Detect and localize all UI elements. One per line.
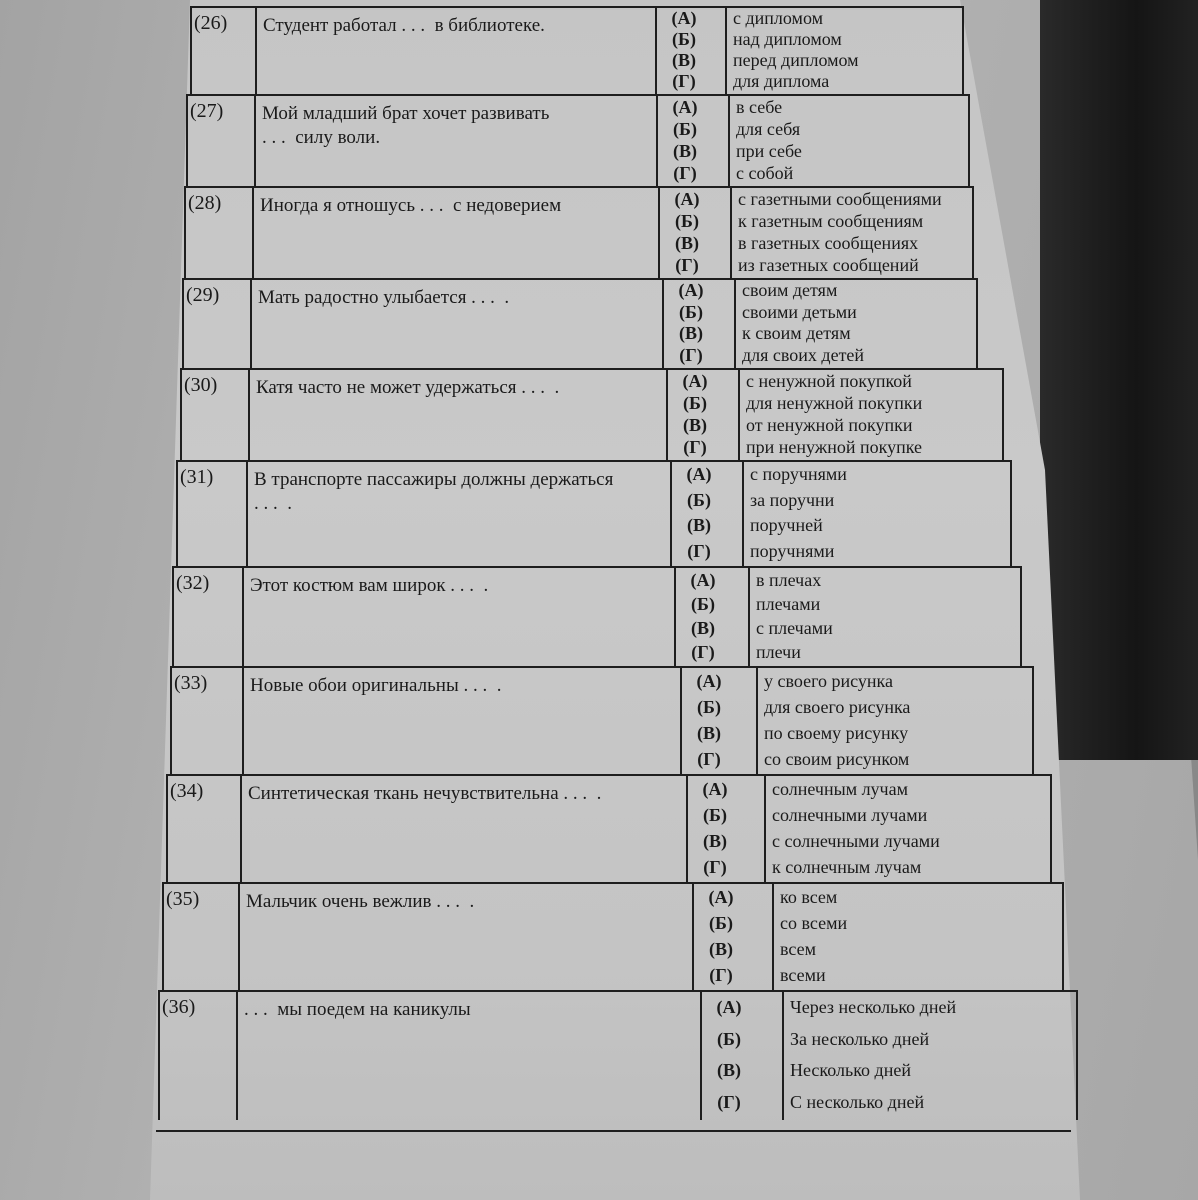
column-divider xyxy=(166,774,168,882)
question-number: (28) xyxy=(188,192,222,214)
option-text[interactable]: солнечными лучами xyxy=(772,805,928,825)
option-text[interactable]: Через несколько дней xyxy=(790,997,957,1017)
option-text[interactable]: со всеми xyxy=(780,913,848,933)
column-divider xyxy=(252,186,254,278)
option-letter[interactable]: (Б) xyxy=(672,29,696,49)
option-letter[interactable]: (Г) xyxy=(703,857,727,877)
row-divider xyxy=(162,882,1062,884)
option-letter[interactable]: (В) xyxy=(679,323,703,343)
option-letter[interactable]: (А) xyxy=(686,464,712,484)
option-letter[interactable]: (А) xyxy=(690,570,716,590)
option-text[interactable]: в плечах xyxy=(756,570,822,590)
question-text: Мой младший брат хочет развивать . . . силу воли. xyxy=(262,103,550,148)
option-letter[interactable]: (В) xyxy=(717,1060,741,1080)
column-divider xyxy=(184,186,186,278)
question-number: (35) xyxy=(166,888,200,910)
option-text[interactable]: к газетным сообщениям xyxy=(738,211,924,231)
column-divider xyxy=(772,882,774,990)
column-divider xyxy=(692,882,694,990)
row-divider xyxy=(182,278,976,280)
option-text[interactable]: для ненужной покупки xyxy=(746,393,923,413)
option-text[interactable]: с газетными сообщениями xyxy=(738,189,942,209)
option-letter[interactable]: (Б) xyxy=(683,393,707,413)
option-text[interactable]: из газетных сообщений xyxy=(738,255,919,275)
option-letter[interactable]: (Г) xyxy=(673,163,697,183)
column-divider xyxy=(248,368,250,460)
row-divider xyxy=(190,6,962,8)
option-letter[interactable]: (Б) xyxy=(709,913,733,933)
option-letter[interactable]: (А) xyxy=(696,671,722,691)
column-divider xyxy=(655,6,657,94)
question-number: (29) xyxy=(186,284,220,306)
option-letter[interactable]: (Г) xyxy=(717,1091,741,1112)
option-letter[interactable]: (Г) xyxy=(672,71,696,91)
column-divider xyxy=(656,94,658,186)
option-letter[interactable]: (В) xyxy=(687,515,711,535)
column-divider xyxy=(742,460,744,566)
question-number: (34) xyxy=(170,780,204,802)
option-text[interactable]: поручней xyxy=(750,515,823,535)
option-text[interactable]: За несколько дней xyxy=(790,1028,930,1049)
column-divider xyxy=(254,94,256,186)
option-text[interactable]: для себя xyxy=(736,119,801,139)
column-divider xyxy=(968,94,970,186)
option-letter[interactable]: (Б) xyxy=(717,1028,741,1049)
option-letter[interactable]: (В) xyxy=(697,723,721,743)
option-text[interactable]: к солнечным лучам xyxy=(772,857,922,877)
column-divider xyxy=(666,368,668,460)
option-text[interactable]: для своего рисунка xyxy=(764,697,911,717)
option-letter[interactable]: (В) xyxy=(675,233,699,253)
option-letter[interactable]: (Г) xyxy=(683,437,707,457)
option-text[interactable]: за поручни xyxy=(750,489,835,510)
row-divider xyxy=(166,774,1050,776)
column-divider xyxy=(756,666,758,774)
question-text: Мать радостно улыбается . . . . xyxy=(258,287,510,308)
question-text: Новые обои оригинальны . . . . xyxy=(250,675,502,696)
column-divider xyxy=(1062,882,1064,990)
row-divider xyxy=(172,566,1020,568)
question-number: (32) xyxy=(176,572,210,594)
option-text[interactable]: над дипломом xyxy=(733,29,842,49)
column-divider xyxy=(1002,368,1004,460)
column-divider xyxy=(662,278,664,368)
column-divider xyxy=(658,186,660,278)
column-divider xyxy=(190,6,192,94)
option-text[interactable]: от ненужной покупки xyxy=(746,415,913,435)
question-text: Этот костюм вам широк . . . . xyxy=(250,575,489,596)
question-number: (33) xyxy=(174,672,208,694)
option-text[interactable]: по своему рисунку xyxy=(764,723,909,743)
option-letter[interactable]: (Б) xyxy=(679,301,703,322)
option-letter[interactable]: (Б) xyxy=(673,119,697,139)
row-divider xyxy=(186,94,968,96)
option-text[interactable]: при ненужной покупке xyxy=(746,437,923,457)
option-text[interactable]: в себе xyxy=(736,97,783,117)
column-divider xyxy=(686,774,688,882)
option-letter[interactable]: (А) xyxy=(674,189,700,209)
column-divider xyxy=(738,368,740,460)
option-text[interactable]: солнечным лучам xyxy=(772,779,908,799)
option-text[interactable]: у своего рисунка xyxy=(764,671,893,691)
option-text[interactable]: с дипломом xyxy=(733,8,823,28)
option-letter[interactable]: (Б) xyxy=(703,805,727,825)
option-text[interactable]: со своим рисунком xyxy=(764,749,910,769)
column-divider xyxy=(1020,566,1022,666)
column-divider xyxy=(246,460,248,566)
column-divider xyxy=(748,566,750,666)
option-text[interactable]: при себе xyxy=(736,141,802,161)
column-divider xyxy=(255,6,257,94)
option-text[interactable]: Несколько дней xyxy=(790,1060,911,1080)
option-letter[interactable]: (Г) xyxy=(687,540,711,561)
option-letter[interactable]: (А) xyxy=(716,997,742,1017)
column-divider xyxy=(240,774,242,882)
option-text[interactable]: своим детям xyxy=(742,280,838,300)
option-letter[interactable]: (А) xyxy=(678,280,704,300)
question-text: Катя часто не может удержаться . . . . xyxy=(256,377,560,398)
option-text[interactable]: своими детьми xyxy=(742,301,857,322)
option-letter[interactable]: (В) xyxy=(709,939,733,959)
column-divider xyxy=(1076,990,1078,1120)
column-divider xyxy=(162,882,164,990)
column-divider xyxy=(238,882,240,990)
column-divider xyxy=(242,566,244,666)
option-text[interactable]: С несколько дней xyxy=(790,1091,925,1112)
column-divider xyxy=(976,278,978,368)
column-divider xyxy=(1010,460,1012,566)
option-letter[interactable]: (Г) xyxy=(709,965,733,985)
test-page xyxy=(150,0,1080,1200)
option-text[interactable]: с поручнями xyxy=(750,464,847,484)
option-text[interactable]: с солнечными лучами xyxy=(772,831,940,851)
table-bottom-rule xyxy=(156,1130,1071,1132)
option-letter[interactable]: (Г) xyxy=(675,255,699,275)
option-text[interactable]: перед дипломом xyxy=(733,50,859,70)
option-letter[interactable]: (В) xyxy=(703,831,727,851)
question-number: (31) xyxy=(180,466,214,488)
option-letter[interactable]: (А) xyxy=(682,371,708,391)
column-divider xyxy=(250,278,252,368)
option-letter[interactable]: (Г) xyxy=(697,749,721,769)
column-divider xyxy=(728,94,730,186)
option-letter[interactable]: (Г) xyxy=(691,642,715,662)
option-letter[interactable]: (Б) xyxy=(687,489,711,510)
option-text[interactable]: плечи xyxy=(756,642,801,662)
column-divider xyxy=(972,186,974,278)
column-divider xyxy=(734,278,736,368)
row-divider xyxy=(176,460,1010,462)
option-text[interactable]: с плечами xyxy=(756,618,833,638)
question-text: . . . мы поедем на каникулы xyxy=(244,999,471,1020)
question-text: Студент работал . . . в библиотеке. xyxy=(263,15,545,36)
option-letter[interactable]: (В) xyxy=(683,415,707,435)
option-text[interactable]: поручнями xyxy=(750,540,835,561)
option-text[interactable]: для своих детей xyxy=(742,344,865,365)
option-text[interactable]: всем xyxy=(780,939,816,959)
column-divider xyxy=(242,666,244,774)
option-letter[interactable]: (Б) xyxy=(675,211,699,231)
question-text: Мальчик очень вежлив . . . . xyxy=(246,891,475,912)
option-letter[interactable]: (А) xyxy=(702,779,728,799)
option-letter[interactable]: (А) xyxy=(672,97,698,117)
option-letter[interactable]: (Б) xyxy=(697,697,721,717)
column-divider xyxy=(236,990,238,1120)
option-letter[interactable]: (В) xyxy=(673,141,697,161)
column-divider xyxy=(782,990,784,1120)
question-number: (27) xyxy=(190,100,224,122)
option-text[interactable]: с ненужной покупкой xyxy=(746,371,912,391)
option-text[interactable]: в газетных сообщениях xyxy=(738,233,919,253)
option-text[interactable]: с собой xyxy=(736,163,794,183)
column-divider xyxy=(730,186,732,278)
option-letter[interactable]: (А) xyxy=(708,887,734,907)
column-divider xyxy=(182,278,184,368)
column-divider xyxy=(962,6,964,94)
question-number: (36) xyxy=(162,996,196,1018)
question-text: В транспорте пассажиры должны держаться . . . . xyxy=(254,469,614,514)
option-text[interactable]: ко всем xyxy=(780,887,838,907)
question-table xyxy=(150,0,1080,1200)
option-text[interactable]: для диплома xyxy=(733,71,830,91)
question-number: (26) xyxy=(194,12,228,34)
column-divider xyxy=(670,460,672,566)
option-letter[interactable]: (А) xyxy=(671,8,697,28)
row-divider xyxy=(170,666,1032,668)
question-text: Иногда я отношусь . . . с недоверием xyxy=(260,195,562,216)
option-letter[interactable]: (Г) xyxy=(679,344,703,365)
column-divider xyxy=(680,666,682,774)
column-divider xyxy=(674,566,676,666)
column-divider xyxy=(158,990,160,1120)
option-text[interactable]: плечами xyxy=(756,594,821,614)
column-divider xyxy=(176,460,178,566)
column-divider xyxy=(764,774,766,882)
option-letter[interactable]: (В) xyxy=(691,618,715,638)
column-divider xyxy=(186,94,188,186)
column-divider xyxy=(1032,666,1034,774)
column-divider xyxy=(725,6,727,94)
option-letter[interactable]: (Б) xyxy=(691,594,715,614)
option-text[interactable]: всеми xyxy=(780,965,826,985)
column-divider xyxy=(180,368,182,460)
question-text: Синтетическая ткань нечувствительна . . . . xyxy=(248,783,602,804)
option-text[interactable]: к своим детям xyxy=(742,323,851,343)
option-letter[interactable]: (В) xyxy=(672,50,696,70)
column-divider xyxy=(1050,774,1052,882)
column-divider xyxy=(172,566,174,666)
column-divider xyxy=(700,990,702,1120)
question-number: (30) xyxy=(184,374,218,396)
column-divider xyxy=(170,666,172,774)
